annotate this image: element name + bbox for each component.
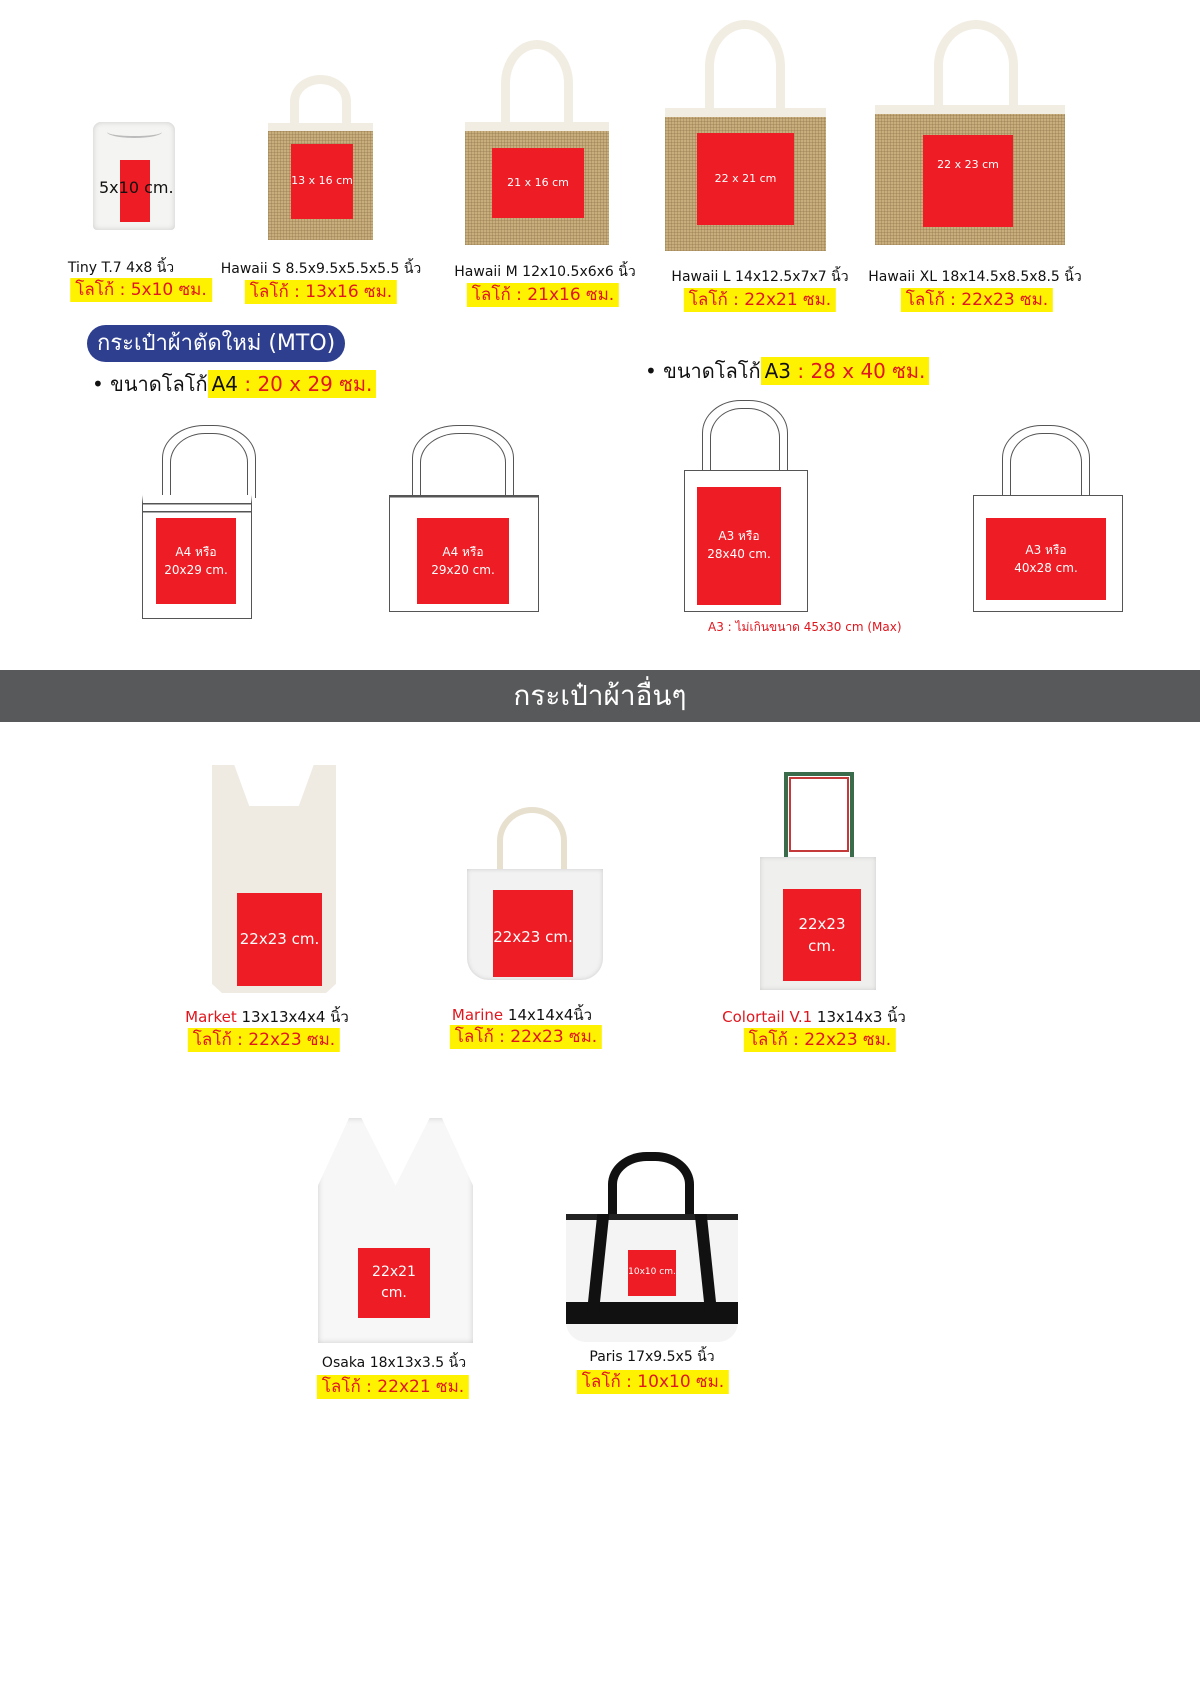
- a3-logo-size-line: [645, 357, 929, 385]
- mto-bag-2-logo-area: A4 หรือ 29x20 cm.: [417, 518, 509, 604]
- hawaii-m-logo-size: โลโก้ : 21x16 ซม.: [467, 283, 619, 307]
- hawaii-s-logo-area: 13 x 16 cm: [291, 144, 353, 219]
- marine-brand: Marine: [451, 1006, 504, 1024]
- hawaii-s-product-name: Hawaii S 8.5x9.5x5.5x5.5 นิ้ว: [220, 261, 422, 277]
- hawaii-m-bag-image: [465, 40, 609, 245]
- hawaii-xl-bag-image: [875, 20, 1065, 245]
- market-logo-area: 22x23 cm.: [237, 893, 322, 986]
- marine-product-name: [452, 1003, 592, 1027]
- mto-bag-1-logo-area: A4 หรือ 20x29 cm.: [156, 518, 236, 604]
- a4-label: • ขนาดโลโก้: [92, 372, 208, 396]
- a3-label: • ขนาดโลโก้: [645, 359, 761, 383]
- colortail-bag-image: [760, 772, 876, 990]
- hawaii-m-product-name: Hawaii M 12x10.5x6x6 นิ้ว: [454, 264, 636, 280]
- hawaii-xl-product-name: Hawaii XL 18x14.5x8.5x8.5 นิ้ว: [868, 269, 1082, 285]
- hawaii-xl-logo-area: 22 x 23 cm: [923, 135, 1013, 227]
- hawaii-s-bag-image: [268, 75, 373, 240]
- market-bag-image: [212, 765, 336, 993]
- osaka-logo-size: โลโก้ : 22x21 ซม.: [317, 1375, 469, 1399]
- a3-max-note: A3 : ไม่เกินขนาด 45x30 cm (Max): [708, 620, 902, 634]
- mto-title-pill: กระเป๋าผ้าตัดใหม่ (MTO): [87, 325, 345, 362]
- paris-bag-image: [566, 1152, 738, 1342]
- hawaii-l-logo-size: โลโก้ : 22x21 ซม.: [684, 288, 836, 312]
- marine-logo-size: โลโก้ : 22x23 ซม.: [450, 1025, 602, 1049]
- marine-logo-area: 22x23 cm.: [493, 890, 573, 977]
- other-bags-title: กระเป๋าผ้าอื่นๆ: [513, 679, 687, 712]
- colortail-product-name: [722, 1005, 906, 1029]
- paris-product-name: Paris 17x9.5x5 นิ้ว: [589, 1349, 715, 1365]
- a3-size-code: A3: [764, 359, 791, 383]
- a4-size-value: : 20 x 29 ซม.: [244, 372, 373, 396]
- paris-logo-size: โลโก้ : 10x10 ซม.: [577, 1370, 729, 1394]
- market-logo-size: โลโก้ : 22x23 ซม.: [188, 1028, 340, 1052]
- a4-logo-size-line: [92, 370, 376, 398]
- tiny-bag-image: [87, 122, 182, 230]
- tiny-logo-size: โลโก้ : 5x10 ซม.: [70, 278, 212, 302]
- tiny-logo-area: 5x10 cm.: [99, 178, 174, 197]
- colortail-brand: Colortail V.1: [722, 1008, 813, 1026]
- hawaii-l-bag-image: [665, 20, 826, 251]
- a3-size-value: : 28 x 40 ซม.: [797, 359, 926, 383]
- marine-size: 14x14x4นิ้ว: [507, 1006, 593, 1024]
- a4-size-code: A4: [211, 372, 238, 396]
- colortail-size: 13x14x3 นิ้ว: [816, 1008, 906, 1026]
- market-size: 13x13x4x4 นิ้ว: [241, 1008, 349, 1026]
- osaka-bag-image: [318, 1118, 473, 1343]
- hawaii-s-logo-size: โลโก้ : 13x16 ซม.: [245, 280, 397, 304]
- hawaii-l-product-name: Hawaii L 14x12.5x7x7 นิ้ว: [671, 269, 849, 285]
- hawaii-m-logo-area: 21 x 16 cm: [492, 148, 584, 218]
- colortail-logo-area: 22x23 cm.: [783, 889, 861, 981]
- colortail-logo-size: โลโก้ : 22x23 ซม.: [744, 1028, 896, 1052]
- hawaii-xl-logo-size: โลโก้ : 22x23 ซม.: [901, 288, 1053, 312]
- market-product-name: [185, 1005, 349, 1029]
- paris-logo-area: 10x10 cm.: [628, 1250, 676, 1296]
- osaka-product-name: Osaka 18x13x3.5 นิ้ว: [321, 1355, 467, 1371]
- osaka-logo-area: 22x21 cm.: [358, 1248, 430, 1318]
- hawaii-l-logo-area: 22 x 21 cm: [697, 133, 794, 225]
- tiny-product-name: Tiny T.7 4x8 นิ้ว: [67, 260, 175, 276]
- market-brand: Market: [185, 1008, 237, 1026]
- marine-bag-image: [467, 807, 603, 980]
- mto-bag-3-logo-area: A3 หรือ 28x40 cm.: [697, 487, 781, 605]
- mto-bag-4-logo-area: A3 หรือ 40x28 cm.: [986, 518, 1106, 600]
